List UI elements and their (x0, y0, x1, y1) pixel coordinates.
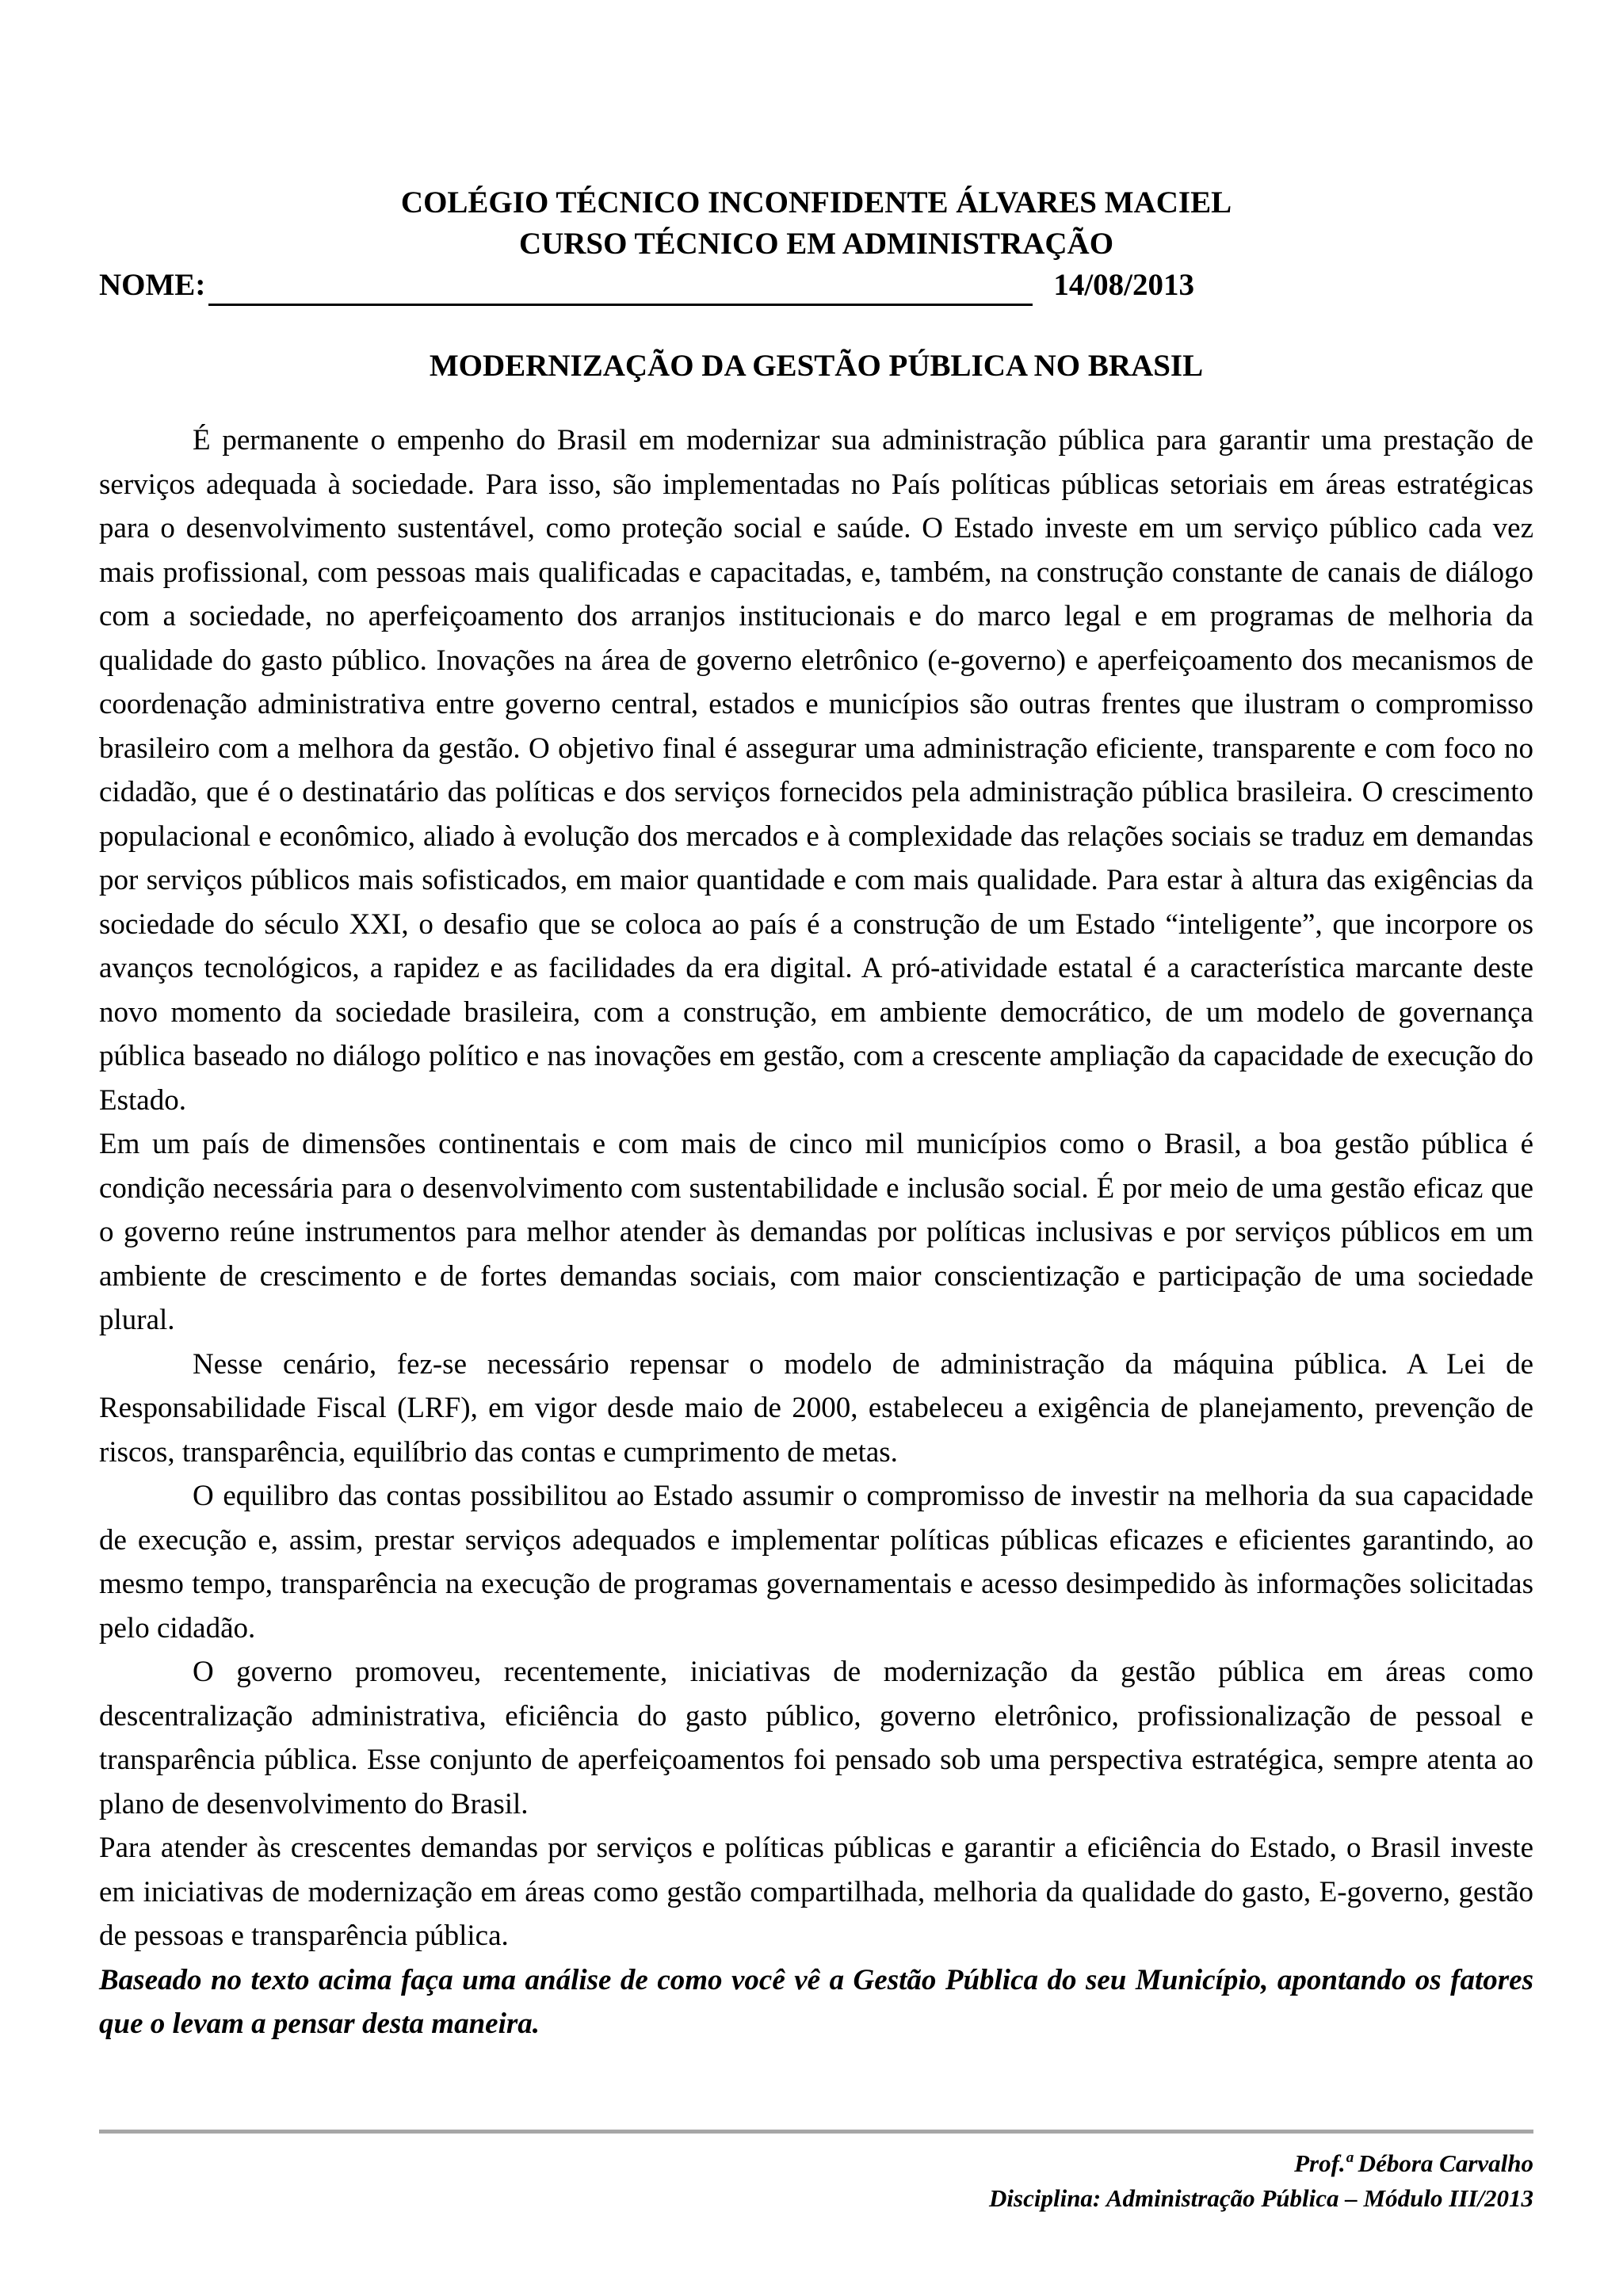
course-name: CURSO TÉCNICO EM ADMINISTRAÇÃO (518, 227, 1114, 261)
paragraph: O equilibro das contas possibilitou ao Estado assumir o compromisso de investir na melhoria da sua capacidade de execução e, assim, prestar serviços adequados e implementar políticas públicas eficazes e eficientes garantindo, ao mesmo tempo, transparência na execução de programas governamentais e acesso desimpedido às informações solicitadas pelo cidadão. (99, 1480, 1533, 1645)
footer (989, 2146, 1533, 2216)
discipline-info: Disciplina: Administração Pública – Módulo III/2013 (989, 2184, 1533, 2212)
document-date: 14/08/2013 (1053, 268, 1194, 302)
name-blank-line (208, 273, 1033, 306)
body-text (99, 418, 1533, 1958)
teacher-name: Prof.ª Débora Carvalho (1294, 2149, 1533, 2177)
name-label: NOME: (99, 268, 206, 302)
paragraph: É permanente o empenho do Brasil em modernizar sua administração pública para garantir uma prestação de serviços adequada à sociedade. Para isso, são implementadas no País políticas públicas setoriais em áreas estratégicas para o desenvolvimento sustentável, como proteção social e saúde. O Estado investe em um serviço público cada vez mais profissional, com pessoas mais qualificadas e capacitadas, e, também, na construção constante de canais de diálogo com a sociedade, no aperfeiçoamento dos arranjos institucionais e do marco legal e em programas de melhoria da qualidade do gasto público. Inovações na área de governo eletrônico (e-governo) e aperfeiçoamento dos mecanismos de coordenação administrativa entre governo central, estados e municípios são outras frentes que ilustram o compromisso brasileiro com a melhora da gestão. O objetivo final é assegurar uma administração eficiente, transparente e com foco no cidadão, que é o destinatário das políticas e dos serviços fornecidos pela administração pública brasileira. O crescimento populacional e econômico, aliado à evolução dos mercados e à complexidade das relações sociais se traduz em demandas por serviços públicos mais sofisticados, em maior quantidade e com mais qualidade. Para estar à altura das exigências da sociedade do século XXI, o desafio que se coloca ao país é a construção de um Estado “inteligente”, que incorpore os avanços tecnológicos, a rapidez e as facilidades da era digital. A pró-atividade estatal é a característica marcante deste novo momento da sociedade brasileira, com a construção, em ambiente democrático, de um modelo de governança pública baseado no diálogo político e nas inovações em gestão, com a crescente ampliação da capacidade de execução do Estado. (99, 424, 1533, 1117)
document-title: MODERNIZAÇÃO DA GESTÃO PÚBLICA NO BRASIL (429, 349, 1204, 383)
name-row (99, 265, 1533, 306)
document-page (99, 182, 1533, 2046)
exercise-question: Baseado no texto acima faça uma análise de como você vê a Gestão Pública do seu Município, apontando os fatores que o levam a pensar desta maneira. (99, 1963, 1533, 2040)
paragraph: Em um país de dimensões continentais e com mais de cinco mil municípios como o Brasil, a boa gestão pública é condição necessária para o desenvolvimento com sustentabilidade e inclusão social. É por meio de uma gestão eficaz que o governo reúne instrumentos para melhor atender às demandas por políticas inclusivas e por serviços públicos em um ambiente de crescimento e de fortes demandas sociais, com maior conscientização e participação de uma sociedade plural. (99, 1128, 1533, 1336)
paragraph: O governo promoveu, recentemente, iniciativas de modernização da gestão pública em áreas como descentralização administrativa, eficiência do gasto público, governo eletrônico, profissionalização de pessoal e transparência pública. Esse conjunto de aperfeiçoamentos foi pensado sob uma perspectiva estratégica, sempre atenta ao plano de desenvolvimento do Brasil. (99, 1656, 1533, 1820)
paragraph: Nesse cenário, fez-se necessário repensar o modelo de administração da máquina pública. A Lei de Responsabilidade Fiscal (LRF), em vigor desde maio de 2000, estabeleceu a exigência de planejamento, prevenção de riscos, transparência, equilíbrio das contas e cumprimento de metas. (99, 1347, 1533, 1469)
footer-divider (99, 2130, 1533, 2134)
school-name: COLÉGIO TÉCNICO INCONFIDENTE ÁLVARES MACIEL (400, 185, 1232, 220)
school-header (99, 182, 1533, 265)
paragraph: Para atender às crescentes demandas por serviços e políticas públicas e garantir a eficiência do Estado, o Brasil investe em iniciativas de modernização em áreas como gestão compartilhada, melhoria da qualidade do gasto, E-governo, gestão de pessoas e transparência pública. (99, 1832, 1533, 1952)
